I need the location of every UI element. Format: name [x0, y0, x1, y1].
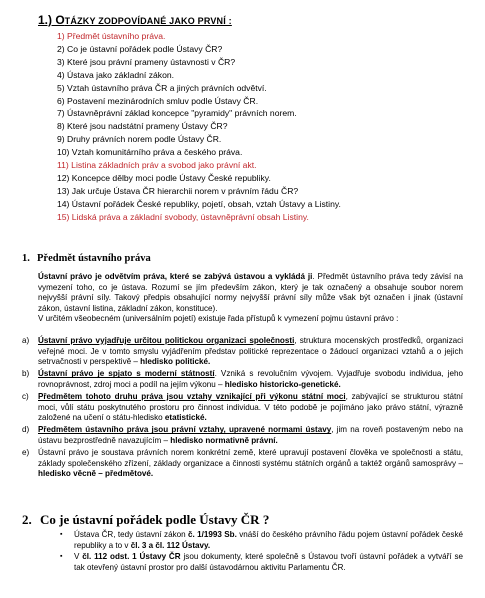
approach-text: Ústavní právo je soustava právních norem konkrétní země, které upravují postavení člověka ve společnosti a státu, základy společenského zřízení, základy organizace a činnosti systému státních orgánů a taktéž orgánů samosprávy –	[38, 447, 463, 468]
section-1-heading	[22, 253, 151, 264]
question-item: 10) Vztah komunitárního práva a českého práva.	[57, 147, 243, 158]
section-2-title: Co je ústavní pořádek podle Ústavy ČR ?	[40, 512, 270, 527]
questions-heading-rest: TÁZKY ZODPOVÍDANÉ JAKO PRVNÍ :	[64, 16, 232, 26]
section-2-bullet	[60, 530, 463, 551]
approach-item	[22, 392, 463, 424]
intro-rest: . Předmět ústavního práva tedy závisí na vymezení toho, co je ústava. Rozumí se jím především zákon, který je tak označený a obsahuje soubor norem nejvyšší právní síly. Takový předpis obsahující normy nejvyšší právní síly může však být označen i jinak (ústavní zákon, ústavní listina, základní zákon, konstituce).	[38, 272, 463, 313]
approach-viewpoint: hledisko politické.	[137, 357, 211, 367]
intro-bold: Ústavní právo je odvětvím práva, které se zabývá ústavou a vykládá ji	[38, 272, 313, 281]
approach-key-statement: Předmětem ústavního práva jsou právní vztahy, upravené normami ústavy	[38, 425, 332, 435]
approach-item	[22, 369, 463, 390]
question-item: 11) Listina základních práv a svobod jako právní akt.	[57, 160, 257, 171]
question-item: 13) Jak určuje Ústava ČR hierarchii norem v právním řádu ČR?	[57, 185, 299, 196]
section-1-number: 1.	[22, 253, 30, 264]
questions-heading-prefix: 1.) O	[38, 13, 65, 27]
approach-viewpoint: etatistické.	[162, 413, 207, 423]
section-2-bullets	[60, 530, 463, 574]
approach-letter: c)	[22, 391, 29, 401]
question-item: 8) Které jsou nadstátní prameny Ústavy ČR?	[57, 121, 228, 132]
approaches-list	[22, 336, 463, 481]
approach-viewpoint: hledisko normativně právní.	[168, 435, 278, 445]
approach-text: , struktura mocenských prostředků, organizaci veřejné moci. Je v tomto smyslu vyjádřením představ politické reprezentace o žádoucí organizaci vztahů a o jejich setrvačnosti v perspektivě –	[38, 336, 463, 367]
approach-letter: d)	[22, 425, 30, 435]
approach-text: , zabývající se strukturou státní moci, vůlí státu poskytnutého prostoru pro činnost individua. V této podobě je pojímáno jako právo státní, výrazně založené na učení o státu-hledisko	[38, 391, 463, 423]
question-item: 15) Lidská práva a základní svobody, ústavněprávní obsah Listiny.	[57, 211, 309, 222]
approach-key-statement: Ústavní právo je spjato s moderní státností	[38, 369, 215, 379]
question-item: 6) Postavení mezinárodních smluv podle Ústavy ČR.	[57, 95, 259, 106]
approach-item	[22, 448, 463, 480]
approach-text: , jim na roveň postaveným nebo na ústavu bezprostředně navazujícím –	[38, 425, 463, 445]
approach-item	[22, 425, 463, 446]
approach-viewpoint: hledisko věcně – předmětové.	[38, 469, 154, 479]
questions-list	[57, 30, 341, 224]
questions-heading	[38, 13, 232, 27]
section-2-heading	[22, 512, 269, 528]
bullet-icon: ▪	[60, 553, 63, 561]
approach-letter: a)	[22, 336, 30, 345]
question-item: 12) Koncepce dělby moci podle Ústavy České republiky.	[57, 172, 271, 183]
question-item: 4) Ústava jako základní zákon.	[57, 69, 175, 80]
approach-text: . Vzniká s revolučním vývojem. Vyjadřuje svobodu individua, jeho rovnoprávnost, zdroj moci a podíl na jejím výkonu –	[38, 369, 463, 389]
question-item: 7) Ústavněprávní základ koncepce "pyramidy" právních norem.	[57, 108, 297, 119]
bullet-icon: ▪	[60, 531, 63, 538]
approach-key-statement: Předmětem tohoto druhu práva jsou vztahy vznikající při výkonu státní moci	[38, 391, 346, 401]
approach-letter: b)	[22, 369, 30, 379]
section-2-number: 2.	[22, 512, 32, 527]
section-1-title: Předmět ústavního práva	[37, 253, 151, 264]
bullet-text-c: vnáší do českého právního řádu pojem ústavní pořádek české republiky a to v	[74, 530, 463, 550]
approach-letter: e)	[22, 447, 30, 457]
question-item: 5) Vztah ústavního práva ČR a jiných právních odvětví.	[57, 82, 267, 93]
bullet-text-a: V	[74, 552, 83, 562]
question-item: 3) Které jsou právní prameny ústavnosti v ČR?	[57, 56, 236, 67]
section-1-intro	[38, 272, 463, 325]
bullet-text-d: čl. 3 a čl. 112 Ústavy.	[130, 540, 211, 550]
question-item: 1) Předmět ústavního práva.	[57, 31, 166, 41]
question-item: 2) Co je ústavní pořádek podle Ústavy ČR?	[57, 43, 223, 54]
intro-paragraph-2: V určitém všeobecném (universálním pojetí) existuje řada přístupů k vymezení pojmu ústavní právo :	[38, 314, 399, 324]
question-item: 9) Druhy právních norem podle Ústavy ČR.	[57, 134, 222, 145]
bullet-text-b: č. 1/1993 Sb.	[188, 530, 237, 539]
bullet-text-b: čl. 112 odst. 1 Ústavy ČR	[82, 552, 181, 562]
bullet-text-a: Ústava ČR, tedy ústavní zákon	[74, 530, 189, 539]
approach-item	[22, 336, 463, 368]
section-2-bullet	[60, 552, 463, 573]
bullet-text-c: jsou dokumenty, které společně s Ústavou tvoří ústavní pořádek a vytváří se tak otevřený ústavní prostor pro další ústavodárnou aktivitu Parlamentu ČR.	[74, 552, 463, 572]
question-item: 14) Ústavní pořádek České republiky, pojetí, obsah, vztah Ústavy a Listiny.	[57, 198, 341, 209]
approach-key-statement: Ústavní právo vyjadřuje určitou politickou organizaci společnosti	[38, 336, 295, 345]
intro-paragraph	[38, 272, 463, 314]
approach-viewpoint: hledisko historicko-genetické.	[222, 379, 341, 389]
